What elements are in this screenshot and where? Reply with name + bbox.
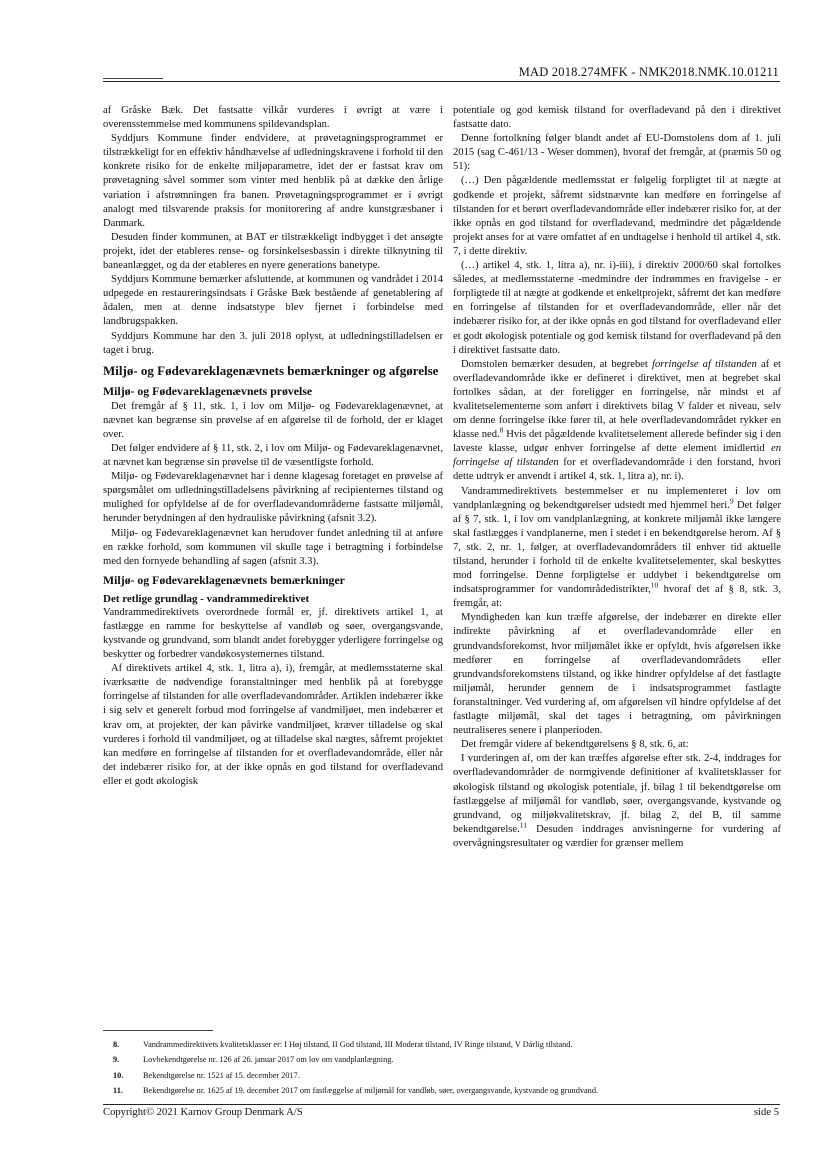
paragraph: Syddjurs Kommune bemærker afsluttende, at kommunen og vandrådet i 2014 udpegede en restaureringsindsats i Gråske Bæk bestående af genetablering af ådalen, men at denne indsatstype blev fjernet i forbindelse med landbrugspakken. [103,274,443,328]
paragraph: Syddjurs Kommune finder endvidere, at prøvetagningsprogrammet er tilstrækkeligt for en effektiv håndhævelse af udledningskravene i forhold til den konkrete risiko for de enkelte miljøparametre, idet der er fastsat krav om prøvetagning såvel sommer som vinter med henblik på at dække den årlige variation i afstrømningen fra banen. Prøvetagningsprogrammet er i øvrigt analogt med tilsvarende praksis for monitorering af andre kunstgræsbaner i Danmark. [103,133,443,229]
header-rule [103,81,780,82]
section-heading: Miljø- og Fødevareklagenævnets bemærkninger og afgørelse [103,362,439,378]
footnote-number: 9. [113,1055,120,1065]
footnote-number: 8. [113,1040,120,1049]
footnote-text: Vandrammedirektivets kvalitetsklasser er: I Høj tilstand, II God tilstand, III Moderat tilstand, IV Ringe tilstand, V Dårlig tilstand. [143,1040,573,1049]
text: hvoraf det af § 8, stk. 3, fremgår, at: [453,584,781,610]
paragraph: af Gråske Bæk. Det fastsatte vilkår vurderes i øvrigt at være i overensstemmelse med kommunens spildevandsplan. [103,105,443,131]
footnote [103,1037,783,1052]
quote-paragraph: Myndigheden kan kun træffe afgørelse, der indebærer en direkte eller indirekte påvirkning af et overfladevandområde eller en grundvandsforekomst, hvor miljømålet ikke er opfyldt, hvis afgørelsen ikke medfører en forringelse af overfladevandområdets eller grundvandsforekomstens tilstand, og ikke hindrer opfyldelse af det fastlagte miljømål, herunder gennem de i indsatsprogrammet fastlagte foranstaltninger. Ved vurdering af, om afgørelsen vil hindre opfyldelse af det fastlagte miljømål, skal det tages i betragtning, om påvirkningen neutraliseres senere i planperioden. [453,612,781,737]
sub-subsection-heading: Det retlige grundlag - vandrammedirektivet [103,592,310,605]
header-rule-short [103,78,163,79]
document-id: MAD 2018.274MFK - NMK2018.NMK.10.01211 [518,65,779,79]
footnote-ref[interactable]: 8 [499,425,504,435]
italic-term: forringelse af tilstanden [652,358,757,370]
quote-paragraph [453,752,781,851]
text: Domstolen bemærker desuden, at begrebet [461,358,653,370]
footnote-ref[interactable]: 9 [729,496,734,506]
paragraph: Det fremgår af § 11, stk. 1, i lov om Miljø- og Fødevareklagenævnet, at nævnet kan begrænse sin prøvelse af en afgørelse til de forhold, der er klaget over. [103,400,443,440]
paragraph: Syddjurs Kommune har den 3. juli 2018 oplyst, at udledningstilladelsen er taget i brug. [103,330,443,356]
text: I vurderingen af, om der kan træffes afgørelse efter stk. 2-4, inddrages for overfladevandområder de normgivende definitioner af kvalitetsklasser for økologisk tilstand og økologisk potentiale, jf. bilag 1 til bekendtgørelse om fastlæggelse af miljømål for vandløb, søer, overgangsvande, kystvande og grundvand, og miljøkvalitetskrav, jf. bilag 2, del B, til samme bekendtgørelse. [453,753,781,835]
paragraph [453,485,781,612]
paragraph: Det følger endvidere af § 11, stk. 2, i lov om Miljø- og Fødevareklagenævnet, at nævnet kan begrænse sin prøvelse til de væsentligste forhold. [103,442,443,469]
footnote-number: 10. [113,1070,124,1080]
footnote-number: 11. [113,1086,123,1096]
quote-paragraph: (…) artikel 4, stk. 1, litra a), nr. i)-iii), i direktiv 2000/60 skal fortolkes således, at medlemsstaterne -medmindre der indrømmes en fravigelse - er forpligtede til at nægte at godkende et enkeltprojekt, såfremt det kan medføre en forringelse af tilstanden for et overfladevandområde, eller når det indebærer risiko for, at der ikke opnås en god tilstand for overfladevand eller et godt økologisk potentiale og god kemisk tilstand for overfladevand på den i direktivet fastsatte dato. [453,260,781,356]
paragraph: Miljø- og Fødevareklagenævnet har i denne klagesag foretaget en prøvelse af spørgsmålet om udledningstilladelsens påvirkning af recipienternes tilstand og mulighed for opfyldelse af de for overfladevandområderne fastsatte miljømål, herunder betydningen af den hydrauliske påvirkning (afsnit 3.2). [103,471,443,525]
italic-term: en forringelse af tilstanden [453,443,781,469]
paragraph: Miljø- og Fødevareklagenævnet kan herudover fundet anledning til at anføre en række forhold, som kommunen vil skulle tage i betragtning i forbindelse med den fornyede behandling af sagen (afsnit 3.3). [103,527,443,567]
footnotes [103,1037,783,1099]
paragraph: potentiale og god kemisk tilstand for overfladevand på den i direktivet fastsatte dato. [453,105,781,131]
footnote-rule [103,1030,213,1031]
paragraph: Denne fortolkning følger blandt andet af EU-Domstolens dom af 1. juli 2015 (sag C-461/13 - Weser dommen), hvoraf det fremgår, at (præmis 50 og 51): [453,133,781,173]
footnote [103,1052,783,1067]
right-column [453,104,781,851]
left-column [103,104,443,789]
text: Desuden inddrages anvisningerne for vurdering af overvågningsresultater og værdier for grænser mellem [453,823,781,849]
footnote-ref[interactable]: 10 [650,580,659,590]
footnote [103,1068,783,1083]
footnote-text: Bekendtgørelse nr. 1625 af 19. december 2017 om fastlæggelse af miljømål for vandløb, søer, overgangsvande, kystvande og grundvand. [143,1086,599,1096]
subsection-heading: Miljø- og Fødevareklagenævnets bemærkninger [103,572,345,587]
footnote [103,1083,783,1098]
footnote-text: Bekendtgørelse nr. 1521 af 15. december 2017. [143,1070,300,1080]
footnote-ref[interactable]: 11 [519,820,528,830]
text: Det følger af § 7, stk. 1, i lov om vandplanlægning, at konkrete miljømål ikke længere skal fastlægges i vandplanerne, men i stedet i en bekendtgørelse herom. Af § 7, stk. 2, nr. 1, følger, at overfladevandområders til enhver tid aktuelle tilstand, herunder i forhold til de enkelte kvalitetselementer, skal beskyttes mod forringelse. Denne forpligtelse er uddybet i bekendtgørelse om indsatsprogrammer for vandområdedistrikter, [453,499,782,596]
text: af et overfladevandområde ikke er defineret i direktivet, men at begrebet skal fortolkes sådan, at der foreligger en forringelse, når mindst et af kvalitetselementerne som anført i direktivets bilag V falder et niveau, selv om denne forringelse ikke fører til, at hele overfladevandområdet rykker en klasse ned. [453,358,781,441]
copyright: Copyright© 2021 Karnov Group Denmark A/S [103,1107,303,1118]
text: Hvis det pågældende kvalitetselement allerede befinder sig i den laveste klasse, udgør enhver forringelse af dette element imidlertid [453,429,781,455]
text: Vandrammedirektivets bestemmelser er nu implementeret i lov om vandplanlægning og bekendtgørelser udstedt med hjemmel heri. [453,485,781,511]
quote-paragraph: (…) Den pågældende medlemsstat er følgelig forpligtet til at nægte at godkende et projekt, såfremt sidstnævnte kan medføre en forringelse af tilstanden for et berørt overfladevandområde eller indebærer risiko for, at der ikke opnås en god tilstand for overfladevand, medmindre det pågældende projekt anses for at være omfattet af en undtagelse i henhold til artikel 4, stk. 7, i dette direktiv. [453,175,781,257]
footnote-text: Lovbekendtgørelse nr. 126 af 26. januar 2017 om lov om vandplanlægning. [143,1055,394,1065]
footer-rule [103,1104,780,1105]
subsection-heading: Miljø- og Fødevareklagenævnets prøvelse [103,383,313,398]
paragraph: Vandrammedirektivets overordnede formål er, jf. direktivets artikel 1, at fastlægge en ramme for beskyttelse af vandløb og søer, overgangsvande, kystvande og grundvand, som blandt andet forebygger yderligere forringelse og beskytter og forbedrer vandøkosystemernes tilstand. [103,606,443,661]
paragraph [453,358,781,485]
text: for et overfladevandområde i den forstand, hvori dette udtryk er anvendt i artikel 4, stk. 1, litra a), nr. i). [453,457,781,483]
page-number: side 5 [753,1107,779,1118]
paragraph: Desuden finder kommunen, at BAT er tilstrækkeligt indbygget i det ansøgte projekt, idet der etableres rense- og forsinkelsesbassin i direkte tilknytning til baneanlægget, og da der etableres en nyere generations banetype. [103,231,443,272]
paragraph: Af direktivets artikel 4, stk. 1, litra a), i), fremgår, at medlemsstaterne skal iværksætte de nødvendige foranstaltninger med henblik på at forebygge forringelse af tilstanden for alle overfladevandområder. Artiklen indebærer ikke i sig selv et generelt forbud mod forringelse af vandmiljøet, men indebærer et krav om, at projekter, der kan påvirke vandmiljøet, kræver tilladelse og skal vurderes i forhold til vandmiljøet, og at tilladelse skal nægtes, såfremt projektet kan medføre en forringelse af tilstanden for et overfladevandområde, eller når det indebærer risiko for, at der ikke opnås en god tilstand for overfladevand eller et godt økologisk [103,663,443,787]
paragraph: Det fremgår videre af bekendtgørelsens § 8, stk. 6, at: [461,739,689,751]
